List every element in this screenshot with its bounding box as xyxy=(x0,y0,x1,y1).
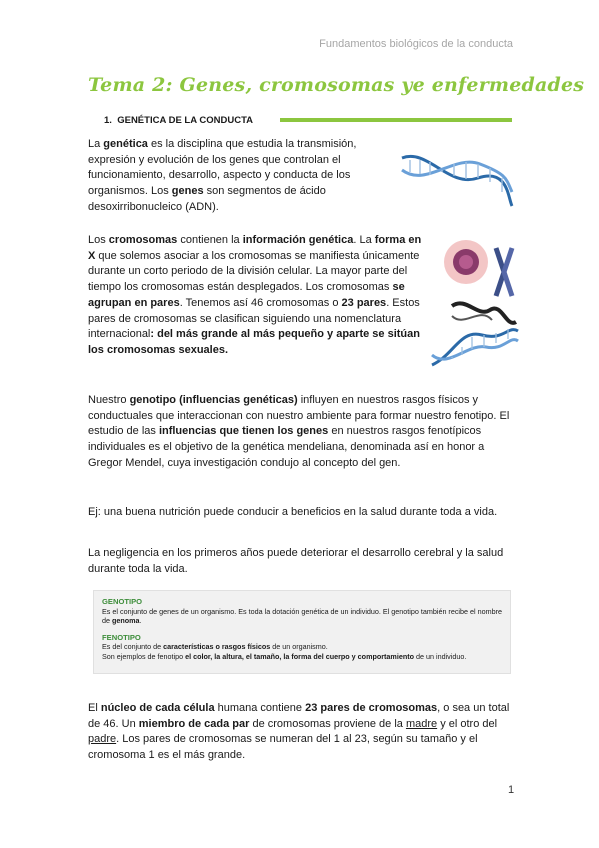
page-number: 1 xyxy=(508,784,515,796)
paragraph-example-nutrition: Ej: una buena nutrición puede conducir a beneficios en la salud durante toda a vida. xyxy=(88,506,498,518)
definitions-box xyxy=(93,590,511,674)
paragraph-genetica: La genética es la disciplina que estudia la transmisión, expresión y evolución de los genes que controlan el funcionamiento, desarrollo, aspecto y conducta de los organismos. Los genes son segmentos de ácido desoxirribonucleico (ADN). xyxy=(88,138,357,213)
section-heading xyxy=(104,115,253,126)
fenotipo-heading: FENOTIPO xyxy=(102,632,141,642)
genotipo-heading: GENOTIPO xyxy=(102,597,143,606)
paragraph-cromosomas: Los cromosomas contienen la información genética. La forma en X que solemos asociar a los cromosomas se manifiesta únicamente durante un corto periodo de la división celular. La mayor parte del tiempo los cromosomas están desplegados. Los cromosomas se agrupan en pares. Tenemos así 46 cromosomas o 23 pares. Estos pares de cromosomas se clasifican siguiendo una nomenclatura internacional: del más grande al más pequeño y aparte se sitúan los cromosomas sexuales. xyxy=(88,234,422,356)
section-number: 1. xyxy=(104,115,112,126)
section-label: GENÉTICA DE LA CONDUCTA xyxy=(117,115,254,126)
paragraph-negligence: La negligencia en los primeros años puede deteriorar el desarrollo cerebral y la salud durante toda la vida. xyxy=(88,547,504,575)
dna-helix-illustration xyxy=(398,148,516,210)
paragraph-genotipo: Nuestro genotipo (influencias genéticas) influyen en nuestros rasgos físicos y conductuales que interaccionan con nuestro ambiente para formar nuestro fenotipo. El estudio de las influencias que tienen los genes en nuestros rasgos fenotípicos individuales es el objetivo de la genética mendeliana, denominada así en honor a Gregor Mendel, cuya investigación condujo al concepto del gen. xyxy=(88,394,510,469)
running-header: Fundamentos biológicos de la conducta xyxy=(319,38,513,50)
section-divider xyxy=(280,118,512,122)
fenotipo-examples: Son ejemplos de fenotipo el color, la altura, el tamaño, la forma del cuerpo y comportamiento de un individuo. xyxy=(102,651,467,661)
paragraph-nucleo: El núcleo de cada célula humana contiene 23 pares de cromosomas, o sea un total de 46. Un miembro de cada par de cromosomas proviene de la madre y el otro del padre. Los pares de cromosomas se numeran del 1 al 23, según su tamaño y el cromosoma 1 es el más grande. xyxy=(88,702,510,762)
fenotipo-definition: Es del conjunto de características o rasgos físicos de un organismo. xyxy=(102,642,328,652)
dna-strand-illustration xyxy=(430,325,520,371)
page-title: Tema 2: Genes, cromosomas ye enfermedades xyxy=(88,74,585,96)
genotipo-definition: Es el conjunto de genes de un organismo. Es toda la dotación genética de un individuo. El genotipo también recibe el nombre de genoma. xyxy=(102,606,502,626)
